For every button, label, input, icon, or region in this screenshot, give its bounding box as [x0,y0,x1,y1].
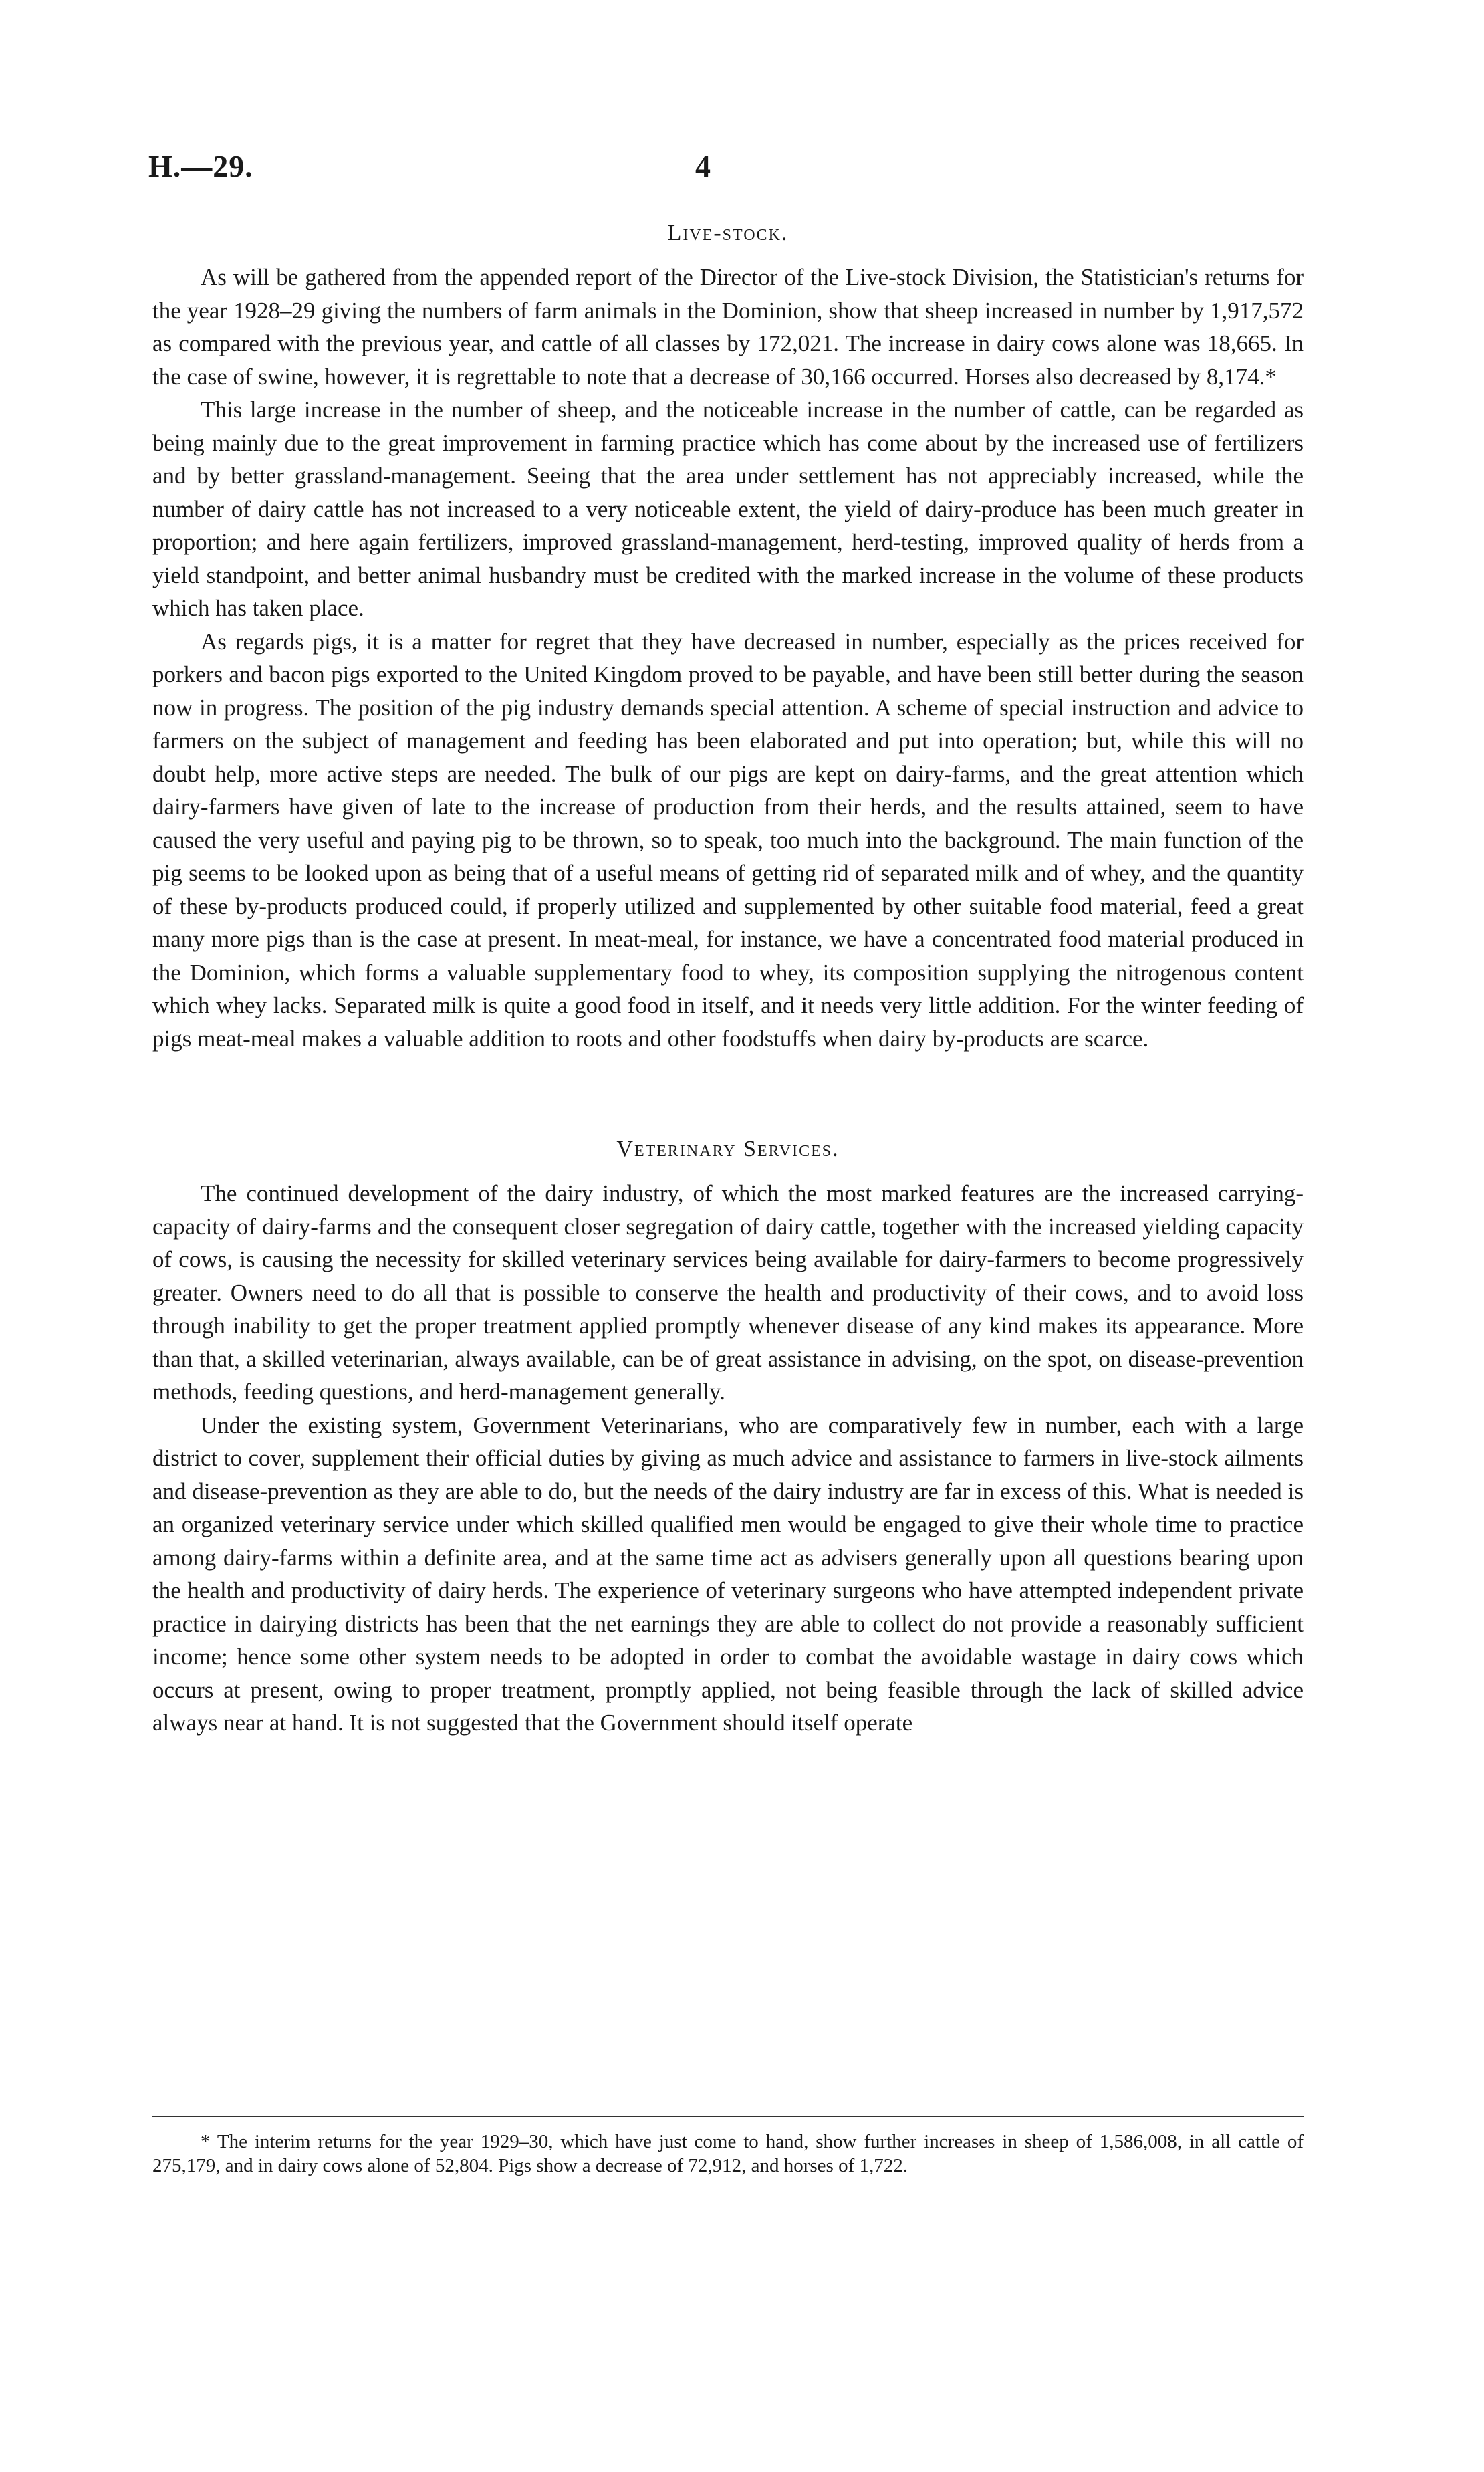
document-reference: H.—29. [148,149,253,183]
page-body [152,221,1304,1740]
section-title: Live-stock. [667,221,789,245]
section-live-stock [152,221,1304,1055]
footnote-divider [152,2116,1304,2117]
section-veterinary-services [152,1137,1304,1740]
footnote: * The interim returns for the year 1929–30, which have just come to hand, show further increases in sheep of 1,586,008, in all cattle of 275,179, and in dairy cows alone of 52,804. Pigs show a decrease of 72,912, and horses of 1,722. [152,2131,1304,2176]
page-number: 4 [695,149,711,183]
paragraph: The continued development of the dairy industry, of which the most marked features are the increased carrying-capacity of dairy-farms and the consequent closer segregation of dairy cattle, together with the increased yielding capacity of cows, is causing the necessity for skilled veterinary services being available for dairy-farmers to become progressively greater. Owners need to do all that is possible to conserve the health and productivity of their cows, and to avoid loss through inability to get the proper treatment applied promptly whenever disease of any kind makes its appearance. More than that, a skilled veterinarian, always available, can be of great assistance in advising, on the spot, on disease-prevention methods, feeding questions, and herd-management generally. [152,1180,1304,1405]
paragraph: As will be gathered from the appended report of the Director of the Live-stock Division, the Statistician's returns for the year 1928–29 giving the numbers of farm animals in the Dominion, show that sheep increased in number by 1,917,572 as compared with the previous year, and cattle of all classes by 172,021. The increase in dairy cows alone was 18,665. In the case of swine, however, it is regrettable to note that a decrease of 30,166 occurred. Horses also decreased by 8,174.* [152,264,1304,390]
section-title: Veterinary Services. [616,1137,840,1161]
page-header [0,148,1484,189]
paragraph: Under the existing system, Government Veterinarians, who are comparatively few in number, each with a large district to cover, supplement their official duties by giving as much advice and assistance to farmers in live-stock ailments and disease-prevention as they are able to do, but the needs of the dairy industry are far in excess of this. What is needed is an organized veterinary service under which skilled qualified men would be engaged to give their whole time to practice among dairy-farms within a definite area, and at the same time act as advisers generally upon all questions bearing upon the health and productivity of dairy herds. The experience of veterinary surgeons who have attempted independent private practice in dairying districts has been that the net earnings they are able to collect do not provide a reasonably sufficient income; hence some other system needs to be adopted in order to combat the avoidable wastage in dairy cows which occurs at present, owing to proper treatment, promptly applied, not being feasible through the lack of skilled advice always near at hand. It is not suggested that the Government should itself operate [152,1412,1304,1736]
paragraph: As regards pigs, it is a matter for regret that they have decreased in number, especially as the prices received for porkers and bacon pigs exported to the United Kingdom proved to be payable, and have been still better during the season now in progress. The position of the pig industry demands special attention. A scheme of special instruction and advice to farmers on the subject of management and feeding has been elaborated and put into operation; but, while this will no doubt help, more active steps are needed. The bulk of our pigs are kept on dairy-farms, and the great attention which dairy-farmers have given of late to the increase of production from their herds, and the results attained, seem to have caused the very useful and paying pig to be thrown, so to speak, too much into the background. The main function of the pig seems to be looked upon as being that of a useful means of getting rid of separated milk and of whey, and the quantity of these by-products produced could, if properly utilized and supplemented by other suitable food material, feed a great many more pigs than is the case at present. In meat-meal, for instance, we have a concentrated food material produced in the Dominion, which forms a valuable supplementary food to whey, its composition supplying the nitrogenous content which whey lacks. Separated milk is quite a good food in itself, and it needs very little addition. For the winter feeding of pigs meat-meal makes a valuable addition to roots and other foodstuffs when dairy by-products are scarce. [152,628,1304,1052]
paragraph: This large increase in the number of sheep, and the noticeable increase in the number of cattle, can be regarded as being mainly due to the great improvement in farming practice which has come about by the increased use of fertilizers and by better grassland-management. Seeing that the area under settlement has not appreciably increased, while the number of dairy cattle has not increased to a very noticeable extent, the yield of dairy-produce has been much greater in proportion; and here again fertilizers, improved grassland-management, herd-testing, improved quality of herds from a yield standpoint, and better animal husbandry must be credited with the marked increase in the volume of these products which has taken place. [152,397,1304,621]
